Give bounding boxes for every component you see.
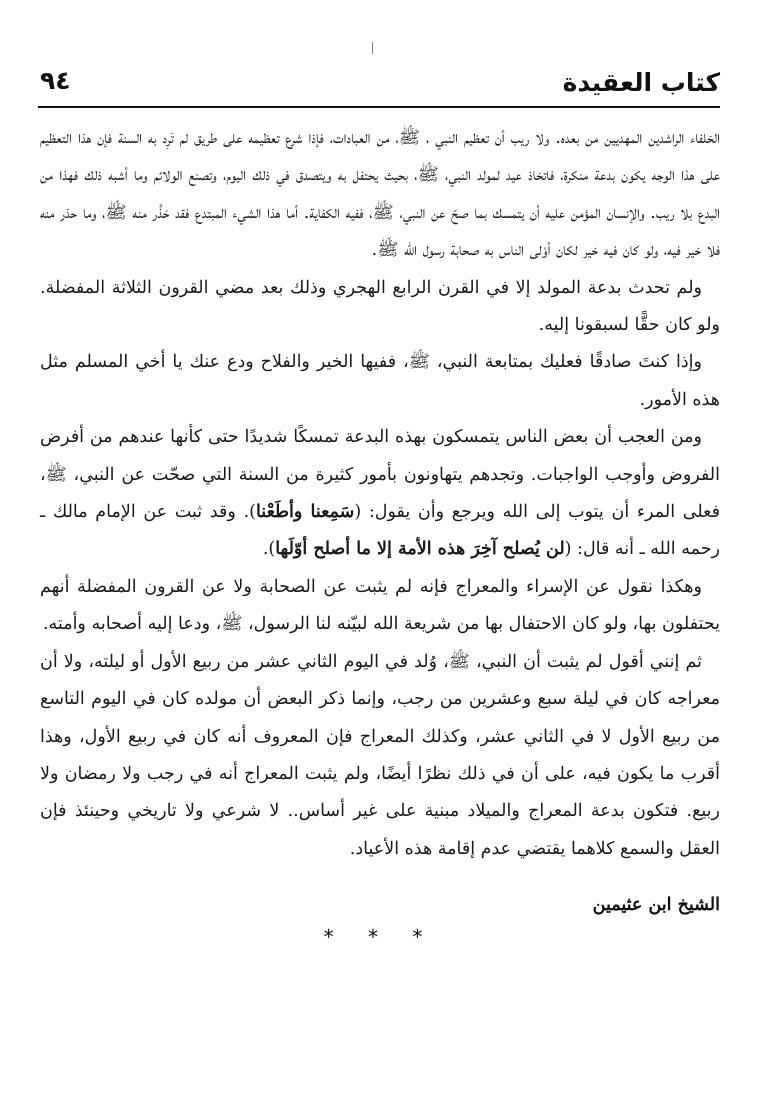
paragraph-text: ).	[262, 539, 276, 560]
page-header	[38, 66, 720, 108]
paragraph-text: ومن العجب أن بعض الناس يتمسكون بهذه البدعة تمسكًا شديدًا حتى كأنها عندهم من أفرض الفروض وأوجب الواجبات. وتجدهم يتهاونون بأمور كثيرة من السنة التي صحّت عن النبي، ﷺ، فعلى المرء أن يتوب إلى الله ويرجع وأن يقول: (	[40, 427, 720, 523]
page-crop-mark	[372, 42, 373, 54]
paragraph	[40, 419, 720, 569]
quote-text: لن يُصلح آخِرَ هذه الأمة إلا ما أصلح أوّلَها	[275, 539, 565, 560]
author-signature: الشيخ ابن عثيمين	[592, 895, 720, 915]
running-title: كتاب العقيدة	[562, 68, 720, 97]
paragraph: وإذا كنتَ صادقًا فعليك بمتابعة النبي، ﷺ، ففيها الخير والفلاح ودع عنك يا أخي المسلم مثل هذه الأمور.	[40, 352, 720, 410]
paragraph: ولم تحدث بدعة المولد إلا في القرن الرابع الهجري وذلك بعد مضي القرون الثلاثة المفضلة. ولو كان حقًّا لسبقونا إليه.	[40, 277, 720, 336]
page-number: ٩٤	[40, 66, 71, 95]
paragraph-text: ). وقد ثبت عن الإمام مالك ـ رحمه الله ـ أنه قال: (	[40, 502, 720, 560]
paragraph: وهكذا نقول عن الإسراء والمعراج فإنه لم يثبت عن الصحابة ولا عن القرون المفضلة أنهم يحتفلون بها، ولو كان الاحتفال بها من شريعة الله لبيّنه لنا الرسول، ﷺ، ودعا إليه أصحابه وأمته.	[40, 576, 720, 635]
section-separator: * * *	[323, 925, 437, 949]
quote-text: سَمِعنا وأطَعْنا	[255, 502, 355, 523]
paragraph: ثم إنني أقول لم يثبت أن النبي، ﷺ، وُلد في اليوم الثاني عشر من ربيع الأول أو ليلته، ولا أن معراجه كان في ليلة سبع وعشرين من رجب، وإنما ذكر البعض أن مولده كان في اليوم التاسع من ربيع الأول لا في الثاني عشر، وكذلك المعراج فإن المعروف أنه كان في ربيع الأول، وهذا أقرب ما يكون فيه، على أن في ذلك نظرًا أيضًا، ولم يثبت المعراج أنه في رجب ولا رمضان ولا ربيع. فتكون بدعة المعراج والميلاد مبنية على غير أساس.. لا شرعي ولا تاريخي وحينئذ فإن العقل والسمع كلاهما يقتضي عدم إقامة هذه الأعياد.	[40, 651, 720, 859]
body-text	[40, 120, 720, 868]
paragraph: الخلفاء الراشدين المهديين من بعده. ولا ريب أن تعظيم النبي ، ﷺ، من العبادات، فإذا شرع تعظيمه على طريق لم تَرِد به السنة فإن هذا التعظيم على هذا الوجه يكون بدعة منكرة، فاتخاذ عيد لمولد النبي، ﷺ، بحيث يحتفل به ويتصدق في ذلك اليوم، وتصنع الولائم وما أشبه ذلك فهذا من البدع بلا ريب. والإنسان المؤمن عليه أن يتمسك بما صحّ عن النبي، ﷺ، ففيه الكفاية. أما هذا الشيء المبتدع فقد حَذَّر منه ﷺ، وما حذر منه فلا خير فيه، ولو كان فيه خير لكان أوْلى الناس به صحابة رسول الله ﷺ.	[40, 128, 720, 261]
